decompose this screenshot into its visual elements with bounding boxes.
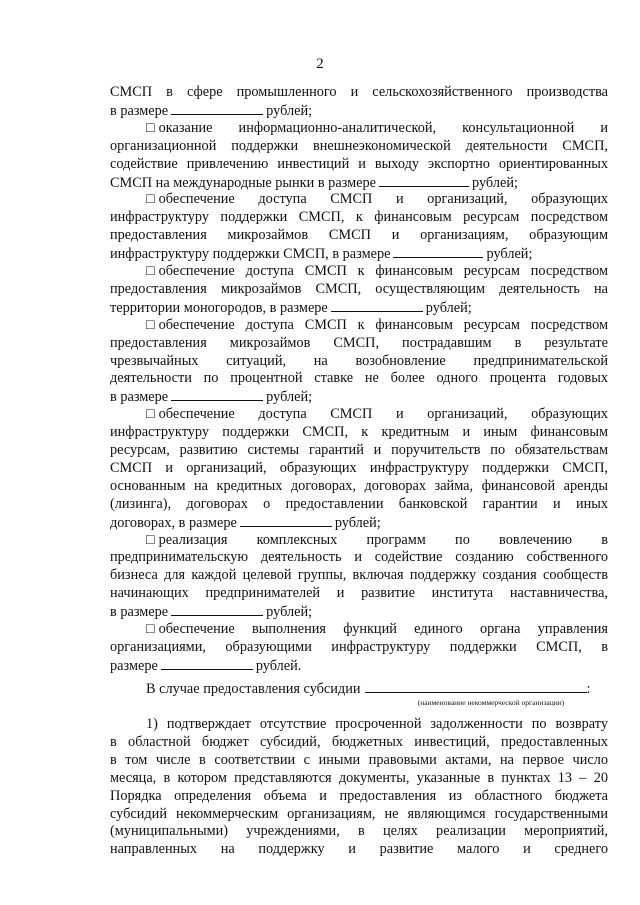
currency-suffix: рублей;: [472, 174, 518, 191]
checkbox-bullet-icon: □: [146, 531, 155, 548]
text-line: [110, 602, 608, 621]
line-text: месяца, в котором представляются документы, указанные в пунктах 13 – 20: [110, 769, 608, 786]
subsidy-end: :: [586, 681, 591, 697]
amount-blank: [379, 173, 469, 187]
page-number: 2: [316, 56, 324, 72]
amount-blank: [331, 298, 423, 312]
text-line: [110, 101, 608, 120]
line-text: содействие привлечению инвестиций и выходу экспортно ориентированных: [110, 155, 608, 172]
amount-blank: [171, 602, 263, 616]
text-line: [146, 316, 608, 335]
currency-suffix: рублей;: [334, 514, 381, 531]
checkbox-bullet-icon: □: [146, 119, 155, 136]
text-line: [110, 298, 608, 317]
text-line: [110, 83, 608, 102]
text-line: [110, 477, 608, 496]
text-line: [110, 173, 608, 192]
text-line: [110, 155, 608, 174]
checkbox-bullet-icon: □: [146, 621, 155, 637]
line-text: предпринимательскую деятельность и содействие созданию собственного: [110, 549, 608, 566]
org-name-caption: (наименование некоммерческой организации): [417, 698, 565, 707]
currency-suffix: рублей.: [255, 657, 302, 674]
text-line: [146, 620, 608, 639]
text-line: [110, 584, 608, 603]
line-text: в областной бюджет субсидий, бюджетных инвестиций, предоставленных: [110, 733, 608, 750]
line-text: основанным на кредитных договорах, договорах займа, финансовой аренды: [110, 477, 608, 494]
text-line: [110, 840, 608, 859]
line-text: СМСП и организаций, образующих инфраструктуру поддержки СМСП,: [110, 459, 608, 476]
line-text: деятельности по процентной ставке не более одного процента годовых: [110, 370, 608, 387]
line-text: обеспечение доступа СМСП и организаций, образующих: [158, 406, 608, 423]
amount-blank: [171, 101, 263, 115]
subsidy-line: [146, 680, 608, 699]
line-text: в размере: [110, 389, 169, 406]
line-text: инфраструктуру поддержки СМСП, в размере: [110, 246, 391, 263]
text-line: [110, 441, 608, 460]
line-text: СМСП на международные рынки в размере: [110, 174, 377, 191]
checkbox-bullet-icon: □: [146, 316, 155, 333]
currency-suffix: рублей;: [266, 102, 313, 119]
line-text: предоставления микрозаймов СМСП, осуществляющим деятельность на: [110, 280, 608, 297]
line-text: (муниципальными) учреждениями, в целях реализации мероприятий,: [110, 823, 608, 840]
line-text: направленных на поддержку и развитие малого и среднего: [110, 841, 608, 858]
line-text: чрезвычайных ситуаций, на возобновление предпринимательской: [110, 352, 608, 369]
text-line: [110, 334, 608, 353]
text-line: [110, 733, 608, 752]
line-text: оказание информационно-аналитической, консультационной и: [158, 119, 608, 136]
text-line: [110, 548, 608, 567]
line-text: начинающих предпринимателей и развитие института наставничества,: [110, 585, 608, 602]
line-text: в том числе в соответствии с иными правовыми актами, на первое число: [110, 751, 608, 768]
currency-suffix: рублей;: [266, 389, 313, 406]
currency-suffix: рублей;: [486, 246, 533, 263]
text-line: [110, 566, 608, 585]
subsidy-lead: В случае предоставления субсидии: [146, 681, 361, 697]
line-text: обеспечение доступа СМСП к финансовым ресурсам посредством: [158, 263, 608, 279]
text-line: [110, 822, 608, 841]
text-line: [110, 423, 608, 442]
org-name-blank: [365, 680, 587, 693]
line-text: в размере: [110, 604, 169, 621]
line-text: Порядка определения объема и предоставления из областного бюджета: [110, 787, 608, 804]
checkbox-bullet-icon: □: [146, 191, 155, 208]
line-text: реализация комплексных программ по вовлечению в: [158, 531, 608, 548]
line-text: 1) подтверждает отсутствие просроченной задолженности по возврату: [146, 716, 608, 732]
text-line: [110, 137, 608, 156]
currency-suffix: рублей;: [425, 299, 472, 316]
text-line: [146, 262, 608, 281]
line-text: в размере: [110, 102, 169, 119]
text-line: [110, 208, 608, 227]
line-text: бизнеса для каждой целевой группы, включая поддержку создания сообществ: [110, 567, 608, 584]
line-text: размере: [110, 657, 158, 674]
text-line: [110, 638, 608, 657]
line-text: (лизинга), договорах о предоставлении банковской гарантии и иных: [110, 495, 608, 512]
amount-blank: [393, 244, 483, 258]
line-text: предоставления микрозаймов СМСП и организациям, образующим: [110, 227, 608, 244]
line-text: предоставления микрозаймов СМСП, пострадавшим в результате: [110, 334, 608, 351]
text-line: [146, 531, 608, 550]
text-line: [146, 405, 608, 424]
text-line: [110, 226, 608, 245]
text-line: [110, 369, 608, 388]
text-line: [110, 513, 608, 532]
line-text: инфраструктуру поддержки СМСП, к кредитным и иным финансовым: [110, 424, 608, 441]
text-line: [110, 495, 608, 514]
text-line: [110, 280, 608, 299]
line-text: субсидий некоммерческим организациям, не являющимся государственными: [110, 805, 608, 822]
amount-blank: [240, 513, 332, 527]
text-line: [110, 459, 608, 478]
line-text: инфраструктуру поддержки СМСП, к финансовым ресурсам посредством: [110, 209, 608, 226]
text-line: [146, 119, 608, 138]
line-text: СМСП в сфере промышленного и сельскохозяйственного производства: [110, 84, 608, 100]
text-line: [110, 387, 608, 406]
text-line: [110, 244, 608, 263]
text-line: [110, 751, 608, 770]
line-text: обеспечение доступа СМСП и организаций, образующих: [158, 191, 608, 208]
text-line: [110, 787, 608, 806]
line-text: территории моногородов, в размере: [110, 299, 328, 316]
line-text: договорах, в размере: [110, 514, 237, 531]
line-text: обеспечение доступа СМСП к финансовым ресурсам посредством: [158, 316, 608, 333]
text-line: [110, 805, 608, 824]
line-text: организациями, образующими инфраструктуру поддержки СМСП, в: [110, 638, 608, 655]
text-line: [110, 769, 608, 788]
text-line: [110, 656, 608, 675]
text-line: [146, 715, 608, 734]
amount-blank: [171, 387, 263, 401]
line-text: организационной поддержки внешнеэкономической деятельности СМСП,: [110, 137, 608, 154]
checkbox-bullet-icon: □: [146, 406, 155, 423]
text-line: [146, 190, 608, 209]
text-line: [110, 352, 608, 371]
currency-suffix: рублей;: [266, 604, 313, 621]
amount-blank: [161, 656, 253, 670]
line-text: обеспечение выполнения функций единого органа управления: [158, 621, 608, 637]
checkbox-bullet-icon: □: [146, 263, 155, 279]
line-text: ресурсам, развитию системы гарантий и поручительств по обязательствам: [110, 442, 608, 458]
